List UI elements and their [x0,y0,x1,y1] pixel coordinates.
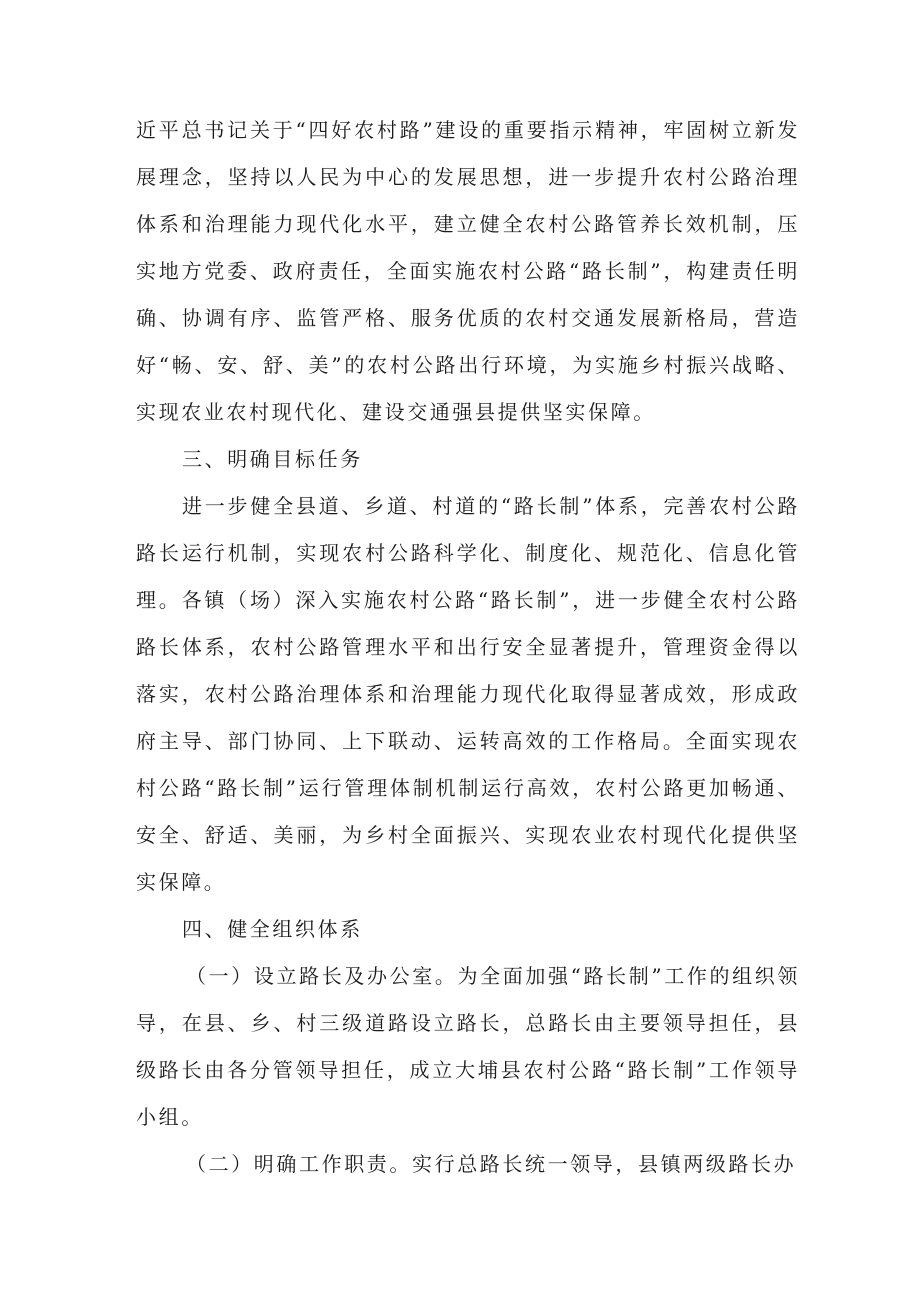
body-paragraph-1: 近平总书记关于“四好农村路”建设的重要指示精神，牢固树立新发展理念，坚持以人民为中心的发展思想，进一步提升农村公路治理体系和治理能力现代化水平，建立健全农村公路管养长效机制，压实地方党委、政府责任，全面实施农村公路“路长制”，构建责任明确、协调有序、监管严格、服务优质的农村交通发展新格局，营造好“畅、安、舒、美”的农村公路出行环境，为实施乡村振兴战略、实现农业农村现代化、建设交通强县提供坚实保障。 [136,118,800,424]
section-heading-4: 四、健全组织体系 [182,917,363,941]
body-paragraph-4: （二）明确工作职责。实行总路长统一领导，县镇两级路长办 [186,1152,797,1176]
body-paragraph-2: 进一步健全县道、乡道、村道的“路长制”体系，完善农村公路路长运行机制，实现农村公路科学化、制度化、规范化、信息化管理。各镇（场）深入实施农村公路“路长制”，进一步健全农村公路路长体系，农村公路管理水平和出行安全显著提升，管理资金得以落实，农村公路治理体系和治理能力现代化取得显著成效，形成政府主导、部门协同、上下联动、运转高效的工作格局。全面实现农村公路“路长制”运行管理体制机制运行高效，农村公路更加畅通、安全、舒适、美丽，为乡村全面振兴、实现农业农村现代化提供坚实保障。 [136,494,800,894]
document-body [136,107,800,1188]
body-paragraph-3: （一）设立路长及办公室。为全面加强“路长制”工作的组织领导，在县、乡、村三级道路设立路长，总路长由主要领导担任，县级路长由各分管领导担任，成立大埔县农村公路“路长制”工作领导小组。 [136,964,800,1129]
section-heading-3: 三、明确目标任务 [182,447,363,471]
